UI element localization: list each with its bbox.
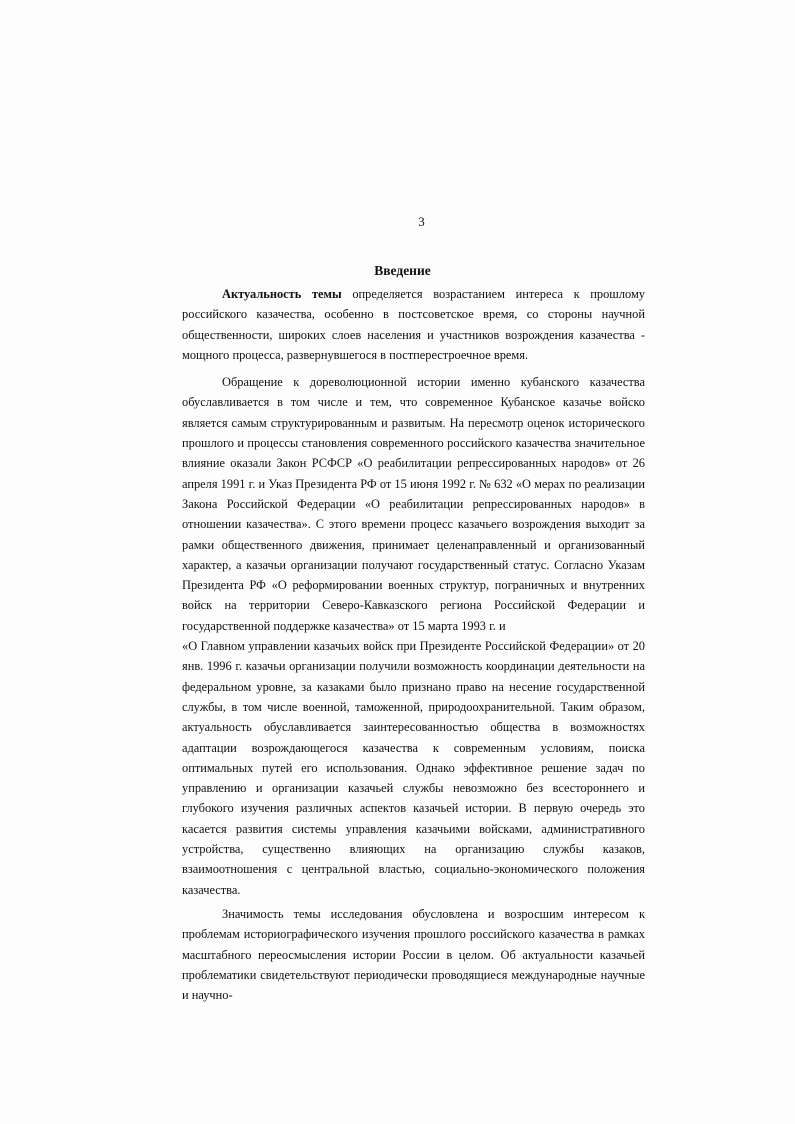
paragraph-significance	[182, 904, 645, 1005]
paragraph-text: Значимость темы исследования обусловлена и возросшим интересом к проблемам историографического изучения прошлого российского казачества в рамках масштабного переосмысления истории России в целом. Об актуальности казачьей проблематики свидетельствуют периодически проводящиеся международные научные и научно-	[182, 906, 645, 1003]
paragraph-text: Обращение к дореволюционной истории именно кубанского казачества обуславливается в том числе и тем, что современное Кубанское казачье войско является самым структурированным и развитым. На пересмотр оценок исторического прошлого и процессы становления современного российского казачества значительное влияние оказали Закон РСФСР «О реабилитации репрессированных народов» от 26 апреля 1991 г. и Указ Президента РФ от 15 июня 1992 г. № 632 «О мерах по реализации Закона Российской Федерации «О реабилитации репрессированных народов» в отношении казачества». С этого времени процесс казачьего возрождения выходит за рамки общественного движения, принимает целенаправленный и организованный характер, а казачьи организации получают государственный статус. Согласно Указам Президента РФ «О реформировании военных структур, пограничных и внутренних войск на территории Северо-Кавказского региона Российской Федерации и государственной поддержке казачества» от 15 марта 1993 г. и	[182, 375, 645, 633]
body-text	[182, 284, 645, 1005]
paragraph-text: определяется возрастанием интереса к прошлому российского казачества, особенно в постсоветское время, со стороны научной общественности, широких слоев населения и участников возрождения казачества - мощного процесса, развернувшегося в постперестроечное время.	[182, 287, 645, 362]
paragraph-lead: Актуальность темы	[222, 287, 342, 301]
page-number: 3	[418, 214, 425, 229]
paragraph-kuban	[182, 372, 645, 636]
section-heading: Введение	[374, 263, 431, 278]
paragraph-decrees	[182, 636, 645, 900]
paragraph-text: «О Главном управлении казачьих войск при Президенте Российской Федерации» от 20 янв. 1996 г. казачьи организации получили возможность координации деятельности на федеральном уровне, за казаками было признано право на несение государственной службы, в том числе военной, таможенной, природоохранительной. Таким образом, актуальность обуславливается заинтересованностью общества в возможностях адаптации возрождающегося казачества к современным условиям, поиска оптимальных путей его использования. Однако эффективное решение задач по управлению и организации казачьей службы невозможно без всестороннего и глубокого изучения различных аспектов казачьей истории. В первую очередь это касается развития системы управления казачьими войсками, административного устройства, существенно влияющих на организацию службы казаков, взаимоотношения с центральной властью, социально-экономического положения казачества.	[182, 639, 645, 897]
paragraph-relevance	[182, 284, 645, 365]
